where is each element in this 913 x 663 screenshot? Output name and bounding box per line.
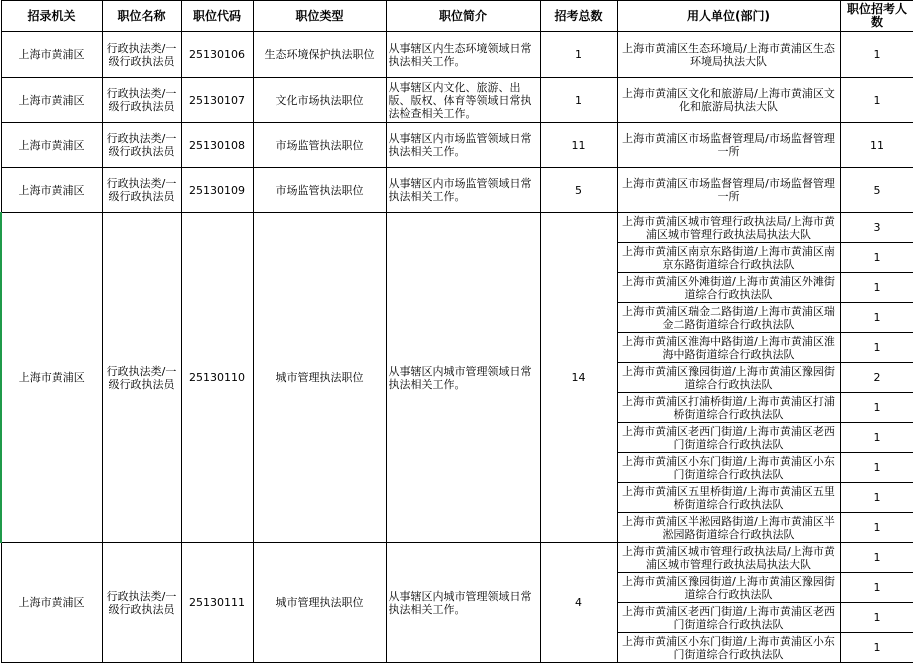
cell-type: 市场监管执法职位 [253,168,386,213]
cell-intro: 从事辖区内市场监管领域日常执法相关工作。 [386,123,540,168]
cell-unit: 上海市黄浦区南京东路街道/上海市黄浦区南京东路街道综合行政执法队 [617,243,840,273]
cell-org: 上海市黄浦区 [1,168,102,213]
cell-code: 25130109 [181,168,253,213]
cell-count: 1 [840,78,913,123]
cell-intro: 从事辖区内城市管理领域日常执法相关工作。 [386,213,540,543]
cell-total: 14 [540,213,617,543]
cell-count: 1 [840,453,913,483]
cell-unit: 上海市黄浦区生态环境局/上海市黄浦区生态环境局执法大队 [617,32,840,78]
cell-intro: 从事辖区内城市管理领域日常执法相关工作。 [386,543,540,663]
cell-unit: 上海市黄浦区五里桥街道/上海市黄浦区五里桥街道综合行政执法队 [617,483,840,513]
cell-code: 25130111 [181,543,253,663]
cell-type: 市场监管执法职位 [253,123,386,168]
cell-unit: 上海市黄浦区文化和旅游局/上海市黄浦区文化和旅游局执法大队 [617,78,840,123]
cell-unit: 上海市黄浦区老西门街道/上海市黄浦区老西门街道综合行政执法队 [617,423,840,453]
header-intro: 职位简介 [386,1,540,32]
header-org: 招录机关 [1,1,102,32]
cell-type: 文化市场执法职位 [253,78,386,123]
cell-count: 1 [840,483,913,513]
cell-total: 1 [540,32,617,78]
header-code: 职位代码 [181,1,253,32]
cell-title: 行政执法类/一级行政执法员 [102,123,181,168]
cell-unit: 上海市黄浦区小东门街道/上海市黄浦区小东门街道综合行政执法队 [617,633,840,663]
cell-org: 上海市黄浦区 [1,543,102,663]
cell-count: 5 [840,168,913,213]
cell-unit: 上海市黄浦区打浦桥街道/上海市黄浦区打浦桥街道综合行政执法队 [617,393,840,423]
cell-type: 生态环境保护执法职位 [253,32,386,78]
cell-unit: 上海市黄浦区市场监督管理局/市场监督管理一所 [617,123,840,168]
cell-code: 25130108 [181,123,253,168]
cell-title: 行政执法类/一级行政执法员 [102,32,181,78]
header-type: 职位类型 [253,1,386,32]
cell-unit: 上海市黄浦区瑞金二路街道/上海市黄浦区瑞金二路街道综合行政执法队 [617,303,840,333]
cell-count: 1 [840,243,913,273]
cell-code: 25130107 [181,78,253,123]
cell-unit: 上海市黄浦区豫园街道/上海市黄浦区豫园街道综合行政执法队 [617,573,840,603]
cell-code: 25130110 [181,213,253,543]
cell-count: 1 [840,423,913,453]
cell-unit: 上海市黄浦区市场监督管理局/市场监督管理一所 [617,168,840,213]
cell-unit: 上海市黄浦区豫园街道/上海市黄浦区豫园街道综合行政执法队 [617,363,840,393]
header-title: 职位名称 [102,1,181,32]
cell-total: 1 [540,78,617,123]
cell-unit: 上海市黄浦区外滩街道/上海市黄浦区外滩街道综合行政执法队 [617,273,840,303]
cell-unit: 上海市黄浦区城市管理行政执法局/上海市黄浦区城市管理行政执法局执法大队 [617,213,840,243]
header-unit: 用人单位(部门) [617,1,840,32]
table-row [1,32,913,78]
cell-intro: 从事辖区内文化、旅游、出版、版权、体育等领域日常执法检查相关工作。 [386,78,540,123]
header-count: 职位招考人数 [840,1,913,32]
cell-count: 1 [840,303,913,333]
cell-unit: 上海市黄浦区城市管理行政执法局/上海市黄浦区城市管理行政执法局执法大队 [617,543,840,573]
cell-total: 11 [540,123,617,168]
cell-count: 1 [840,393,913,423]
table-row [1,123,913,168]
cell-unit: 上海市黄浦区小东门街道/上海市黄浦区小东门街道综合行政执法队 [617,453,840,483]
cell-org: 上海市黄浦区 [1,123,102,168]
cell-org: 上海市黄浦区 [1,32,102,78]
cell-title: 行政执法类/一级行政执法员 [102,543,181,663]
cell-unit: 上海市黄浦区老西门街道/上海市黄浦区老西门街道综合行政执法队 [617,603,840,633]
cell-count: 1 [840,333,913,363]
cell-total: 4 [540,543,617,663]
cell-count: 3 [840,213,913,243]
cell-count: 1 [840,573,913,603]
cell-count: 11 [840,123,913,168]
cell-count: 1 [840,32,913,78]
table-row [1,78,913,123]
cell-title: 行政执法类/一级行政执法员 [102,213,181,543]
cell-code: 25130106 [181,32,253,78]
table-row [1,543,913,573]
cell-count: 2 [840,363,913,393]
table-row [1,213,913,243]
cell-unit: 上海市黄浦区半淞园路街道/上海市黄浦区半淞园路街道综合行政执法队 [617,513,840,543]
cell-title: 行政执法类/一级行政执法员 [102,168,181,213]
header-row [1,1,913,32]
cell-count: 1 [840,513,913,543]
cell-unit: 上海市黄浦区淮海中路街道/上海市黄浦区淮海中路街道综合行政执法队 [617,333,840,363]
header-total: 招考总数 [540,1,617,32]
cell-type: 城市管理执法职位 [253,543,386,663]
table-row [1,168,913,213]
cell-count: 1 [840,543,913,573]
cell-intro: 从事辖区内生态环境领域日常执法相关工作。 [386,32,540,78]
cell-title: 行政执法类/一级行政执法员 [102,78,181,123]
cell-type: 城市管理执法职位 [253,213,386,543]
cell-intro: 从事辖区内市场监管领域日常执法相关工作。 [386,168,540,213]
cell-count: 1 [840,273,913,303]
cell-total: 5 [540,168,617,213]
cell-count: 1 [840,603,913,633]
cell-org: 上海市黄浦区 [1,78,102,123]
cell-count: 1 [840,633,913,663]
cell-org: 上海市黄浦区 [1,213,102,543]
